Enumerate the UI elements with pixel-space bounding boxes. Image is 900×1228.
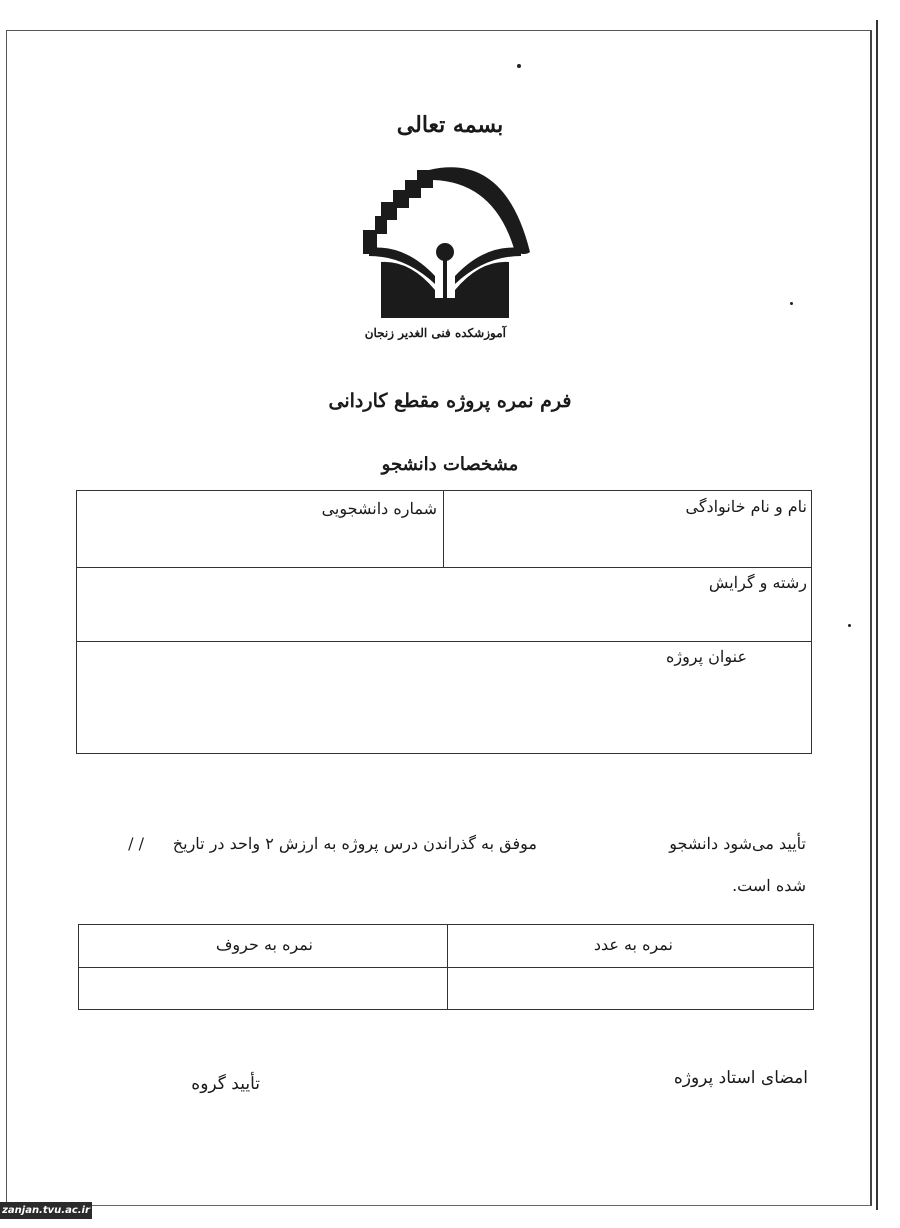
scan-speck xyxy=(848,624,851,627)
full-name-label: نام و نام خانوادگی xyxy=(685,497,807,516)
confirmation-text-start: تأیید می‌شود دانشجو xyxy=(669,834,806,853)
scan-speck xyxy=(517,64,521,68)
confirmation-date-placeholder: / / xyxy=(128,834,144,853)
row-divider xyxy=(79,967,813,968)
confirmation-text-middle: موفق به گذراندن درس پروژه به ارزش ۲ واحد در تاریخ xyxy=(172,834,537,853)
row-divider xyxy=(77,567,811,568)
grade-table xyxy=(78,924,814,1010)
logo-caption: آموزشکده فنی الغدیر زنجان xyxy=(364,326,506,340)
scan-speck xyxy=(790,302,793,305)
scan-edge xyxy=(876,20,878,1210)
column-divider xyxy=(443,491,444,567)
row-divider xyxy=(77,641,811,642)
major-label: رشته و گرایش xyxy=(708,573,807,592)
form-title: فرم نمره پروژه مقطع کاردانی xyxy=(328,390,572,412)
project-title-label: عنوان پروژه xyxy=(665,647,747,666)
site-watermark: zanjan.tvu.ac.ir xyxy=(0,1202,92,1219)
student-info-table xyxy=(76,490,812,754)
confirmation-text-end: شده است. xyxy=(732,876,806,895)
institution-logo-icon xyxy=(355,152,535,322)
section-title: مشخصات دانشجو xyxy=(381,454,519,475)
supervisor-signature-label: امضای استاد پروژه xyxy=(673,1068,808,1088)
column-divider xyxy=(447,925,448,1009)
student-number-label: شماره دانشجویی xyxy=(321,499,437,518)
letters-grade-label: نمره به حروف xyxy=(215,935,313,954)
basmala: بسمه تعالی xyxy=(396,112,504,138)
group-approval-label: تأیید گروه xyxy=(191,1074,260,1094)
numeric-grade-label: نمره به عدد xyxy=(593,935,673,954)
